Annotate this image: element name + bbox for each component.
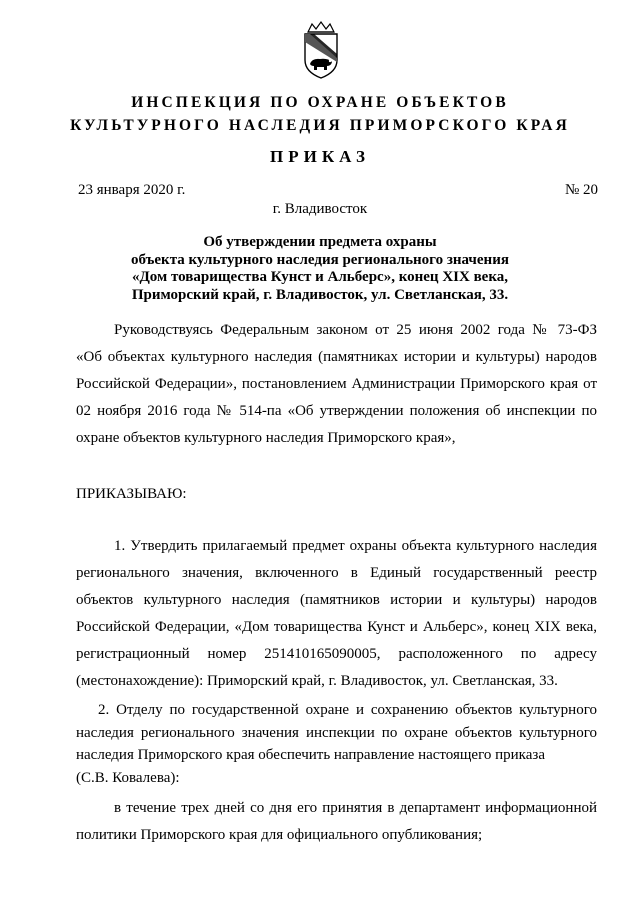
item2-line: (С.В. Ковалева): xyxy=(76,769,180,786)
item2-line: наследия Приморского края обеспечить направление настоящего приказа xyxy=(76,747,545,763)
organization-name-line-2: КУЛЬТУРНОГО НАСЛЕДИЯ ПРИМОРСКОГО КРАЯ xyxy=(70,117,570,134)
subject-line: Приморский край, г. Владивосток, ул. Светланская, 33. xyxy=(131,286,509,303)
order-item-1 xyxy=(76,533,597,695)
item2-line: 2. Отделу по государственной охране и сохранению объектов культурного xyxy=(98,702,597,718)
coat-of-arms-emblem xyxy=(300,20,342,80)
document-date: 23 января 2020 г. xyxy=(78,182,186,198)
subject-line: «Дом товарищества Кунст и Альберс», конец XIX века, xyxy=(131,269,509,285)
item1-line: (местонахождение): Приморский край, г. Владивосток, ул. Светланская, 33. xyxy=(76,673,558,689)
basis-line: охране объектов культурного наследия Приморского края», xyxy=(76,430,456,446)
order-item-2-subpoint xyxy=(76,795,597,849)
document-city: г. Владивосток xyxy=(272,201,368,217)
item1-line: регистрационный номер 251410165090005, расположенного по адресу xyxy=(76,646,597,662)
item1-line: 1. Утвердить прилагаемый предмет охраны объекта культурного наследия xyxy=(114,538,597,554)
order-directive-heading: ПРИКАЗЫВАЮ: xyxy=(76,486,187,502)
item2-line: наследия регионального значения инспекции по охране объектов культурного xyxy=(76,724,597,741)
document-type-title: ПРИКАЗ xyxy=(270,147,370,166)
item1-line: Российской Федерации, «Дом товарищества Кунст и Альберс», конец XIX века, xyxy=(76,619,597,635)
subject-line: объекта культурного наследия регионального значения xyxy=(131,251,509,268)
document-number: № 20 xyxy=(564,182,598,198)
order-item-2 xyxy=(76,699,597,789)
item1-line: регионального значения, включенного в Единый государственный реестр xyxy=(76,565,597,581)
basis-paragraph xyxy=(76,317,597,452)
document-subject xyxy=(0,234,640,304)
basis-line: «Об объектах культурного наследия (памятниках истории и культуры) народов xyxy=(76,349,597,365)
basis-line: Руководствуясь Федеральным законом от 25 июня 2002 года № 73-ФЗ xyxy=(114,322,597,338)
organization-name-line-1: ИНСПЕКЦИЯ ПО ОХРАНЕ ОБЪЕКТОВ xyxy=(131,94,509,111)
item1-line: объектов культурного наследия (памятников истории и культуры) народов xyxy=(76,592,597,608)
basis-line: Российской Федерации», постановлением Администрации Приморского края от xyxy=(76,376,597,392)
subject-line: Об утверждении предмета охраны xyxy=(203,234,437,250)
item2-sub-line: политики Приморского края для официального опубликования; xyxy=(76,827,483,843)
item2-sub-line: в течение трех дней со дня его принятия в департамент информационной xyxy=(114,800,597,816)
basis-line: 02 ноября 2016 года № 514-па «Об утверждении положения об инспекции по xyxy=(76,403,597,419)
